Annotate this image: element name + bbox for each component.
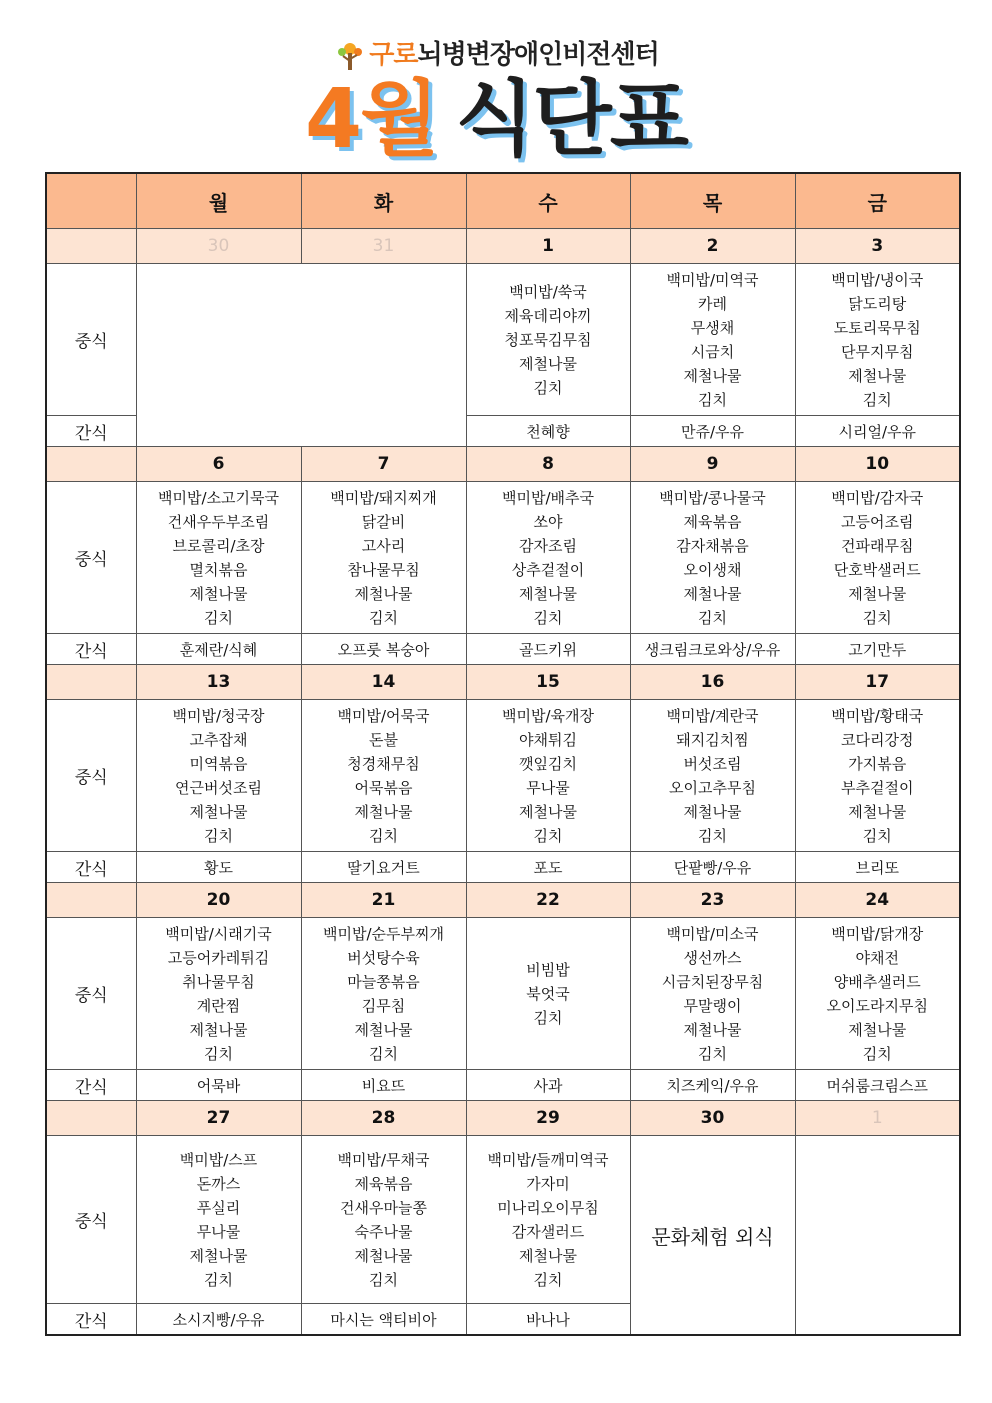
menu-item: 청포묵김무침 [504,330,592,349]
snack-cell: 오프룻 복숭아 [301,634,466,665]
menu-item: 백미밥/들깨미역국 [487,1150,609,1169]
menu-item: 제철나물 [519,354,577,373]
date-cell: 22 [466,883,630,918]
menu-item: 제철나물 [519,1246,577,1265]
menu-item: 무나물 [196,1222,241,1241]
menu-item: 생선까스 [683,948,742,967]
menu-item: 김치 [204,826,233,845]
snack-cell: 바나나 [466,1304,630,1336]
menu-item: 숙주나물 [354,1222,413,1241]
menu-item: 건새우마늘쫑 [340,1198,427,1217]
menu-item: 김치 [369,1270,398,1289]
date-cell: 2 [630,229,795,264]
date-cell: 23 [630,883,795,918]
menu-item: 백미밥/미역국 [666,270,759,289]
menu-item: 제철나물 [189,1020,248,1039]
date-cell: 9 [630,447,795,482]
menu-item: 닭갈비 [361,512,406,531]
menu-item: 김치 [862,390,892,409]
date-cell: 15 [466,665,630,700]
date-cell: 6 [136,447,301,482]
menu-item: 닭도리탕 [848,294,907,313]
menu-item: 김치 [204,1044,233,1063]
lunch-cell [630,264,795,416]
menu-item: 제철나물 [683,366,742,385]
lunch-row [46,700,960,852]
menu-item: 김치 [862,608,892,627]
menu-item: 김치 [862,826,892,845]
menu-item: 돼지김치찜 [676,730,749,749]
lunch-row [46,1136,960,1304]
weekday-tue: 화 [301,173,466,229]
lunch-cell [136,482,301,634]
lunch-cell [466,918,630,1070]
menu-item: 제철나물 [519,802,577,821]
menu-item: 백미밥/냉이국 [831,270,924,289]
menu-item: 김치 [369,1044,398,1063]
menu-item: 제철나물 [519,584,577,603]
lunch-cell [136,918,301,1070]
menu-item: 김치 [533,378,563,397]
date-cell: 1 [466,229,630,264]
menu-item: 감자샐러드 [511,1222,585,1241]
organization-name-prefix: 구로 [369,40,418,70]
title-word: 식단표 [455,72,687,167]
lunch-cell [466,264,630,416]
snack-cell: 딸기요거트 [301,852,466,883]
menu-item: 김무침 [361,996,406,1015]
lunch-cell [630,700,795,852]
snack-label: 간식 [46,1070,136,1101]
lunch-cell [466,482,630,634]
menu-item: 제철나물 [189,802,248,821]
menu-item: 어묵볶음 [354,778,413,797]
lunch-cell [630,918,795,1070]
menu-item: 김치 [204,608,233,627]
lunch-row [46,482,960,634]
menu-item: 제철나물 [848,366,907,385]
lunch-cell [466,1136,630,1304]
menu-item: 무말랭이 [683,996,742,1015]
snack-cell: 사과 [466,1070,630,1101]
snack-cell: 어묵바 [136,1070,301,1101]
menu-item: 제철나물 [354,1020,413,1039]
menu-item: 김치 [204,1270,233,1289]
date-cell: 3 [795,229,960,264]
menu-item: 백미밥/육개장 [502,706,594,725]
menu-item: 김치 [533,1270,563,1289]
lunch-cell [136,1136,301,1304]
corner-cell [46,173,136,229]
date-cell: 8 [466,447,630,482]
snack-cell: 황도 [136,852,301,883]
menu-item: 제철나물 [354,584,413,603]
menu-item: 야채튀김 [519,730,577,749]
menu-item: 김치 [533,826,563,845]
menu-item: 돈까스 [196,1174,241,1193]
menu-item: 단호박샐러드 [833,560,921,579]
menu-item: 단무지무침 [841,342,914,361]
date-row-label [46,665,136,700]
date-cell: 17 [795,665,960,700]
tree-logo-icon [333,39,367,73]
snack-cell: 포도 [466,852,630,883]
date-cell: 20 [136,883,301,918]
menu-item: 오이생채 [683,560,742,579]
menu-item: 건새우두부조림 [167,512,270,531]
menu-item: 돈불 [369,730,398,749]
menu-item: 마늘쫑볶음 [347,972,420,991]
menu-item: 감자조림 [519,536,577,555]
menu-item: 김치 [698,608,727,627]
snack-cell: 머쉬룸크림스프 [795,1070,960,1101]
lunch-cell [301,918,466,1070]
snack-cell: 시리얼/우유 [795,416,960,447]
menu-item: 제철나물 [354,802,413,821]
menu-item: 버섯탕수육 [347,948,420,967]
weekday-fri: 금 [795,173,960,229]
menu-item: 오이고추무침 [669,778,756,797]
menu-item: 김치 [533,608,563,627]
menu-item: 백미밥/순두부찌개 [323,924,444,943]
lunch-label: 중식 [46,1136,136,1304]
snack-cell: 천혜향 [466,416,630,447]
menu-item: 참나물무침 [347,560,420,579]
menu-item: 버섯조림 [683,754,742,773]
menu-item: 미역볶음 [189,754,248,773]
snack-cell: 단팥빵/우유 [630,852,795,883]
lunch-cell [466,700,630,852]
menu-item: 백미밥/소고기묵국 [158,488,279,507]
lunch-label: 중식 [46,918,136,1070]
date-cell: 14 [301,665,466,700]
weekday-wed: 수 [466,173,630,229]
lunch-label: 중식 [46,482,136,634]
date-row [46,883,960,918]
date-cell: 24 [795,883,960,918]
date-cell: 10 [795,447,960,482]
menu-item: 깻잎김치 [519,754,577,773]
menu-item: 제육볶음 [683,512,742,531]
snack-cell: 골드키위 [466,634,630,665]
lunch-label: 중식 [46,264,136,416]
menu-item: 백미밥/돼지찌개 [330,488,437,507]
menu-item: 무나물 [526,778,570,797]
lunch-cell [630,482,795,634]
menu-item: 백미밥/배추국 [502,488,594,507]
snack-cell: 고기만두 [795,634,960,665]
menu-item: 백미밥/쑥국 [509,282,587,301]
lunch-cell [795,264,960,416]
lunch-cell [795,918,960,1070]
menu-item: 백미밥/닭개장 [831,924,924,943]
menu-item: 무생채 [690,318,735,337]
organization-name-rest: 뇌병변장애인비전센터 [417,40,659,70]
menu-item: 고등어카레튀김 [167,948,270,967]
menu-item: 제철나물 [848,584,907,603]
menu-item: 백미밥/어묵국 [337,706,430,725]
menu-item: 고추잡채 [189,730,248,749]
date-row-label [46,447,136,482]
menu-item: 상추겉절이 [511,560,585,579]
menu-item: 건파래무침 [841,536,914,555]
lunch-cell [301,482,466,634]
menu-item: 김치 [369,826,398,845]
date-row-label [46,1101,136,1136]
weekday-header-row [46,173,960,229]
snack-row [46,1070,960,1101]
special-event-cell: 문화체험 외식 [630,1136,795,1336]
date-row [46,665,960,700]
date-row-label [46,883,136,918]
menu-item: 제육볶음 [354,1174,413,1193]
menu-item: 백미밥/무채국 [337,1150,430,1169]
date-cell: 27 [136,1101,301,1136]
date-row [46,1101,960,1136]
snack-cell: 생크림크로와상/우유 [630,634,795,665]
meal-table [45,172,961,1336]
menu-item: 백미밥/스프 [179,1150,258,1169]
menu-item: 연근버섯조림 [175,778,262,797]
page-title [0,72,992,168]
snack-cell: 훈제란/식혜 [136,634,301,665]
date-row [46,447,960,482]
menu-item: 제육데리야끼 [504,306,592,325]
lunch-cell [795,700,960,852]
menu-item: 고사리 [361,536,406,555]
menu-item: 코다리강정 [841,730,914,749]
weekday-thu: 목 [630,173,795,229]
menu-item: 백미밥/시래기국 [165,924,272,943]
menu-item: 멸치볶음 [189,560,248,579]
menu-item: 가자미 [526,1174,570,1193]
empty-cell [136,264,466,447]
menu-item: 백미밥/황태국 [831,706,924,725]
lunch-cell [301,700,466,852]
snack-cell: 비요뜨 [301,1070,466,1101]
menu-item: 백미밥/청국장 [172,706,265,725]
menu-item: 제철나물 [683,802,742,821]
menu-item: 김치 [862,1044,892,1063]
date-cell: 1 [795,1101,960,1136]
date-cell: 28 [301,1101,466,1136]
snack-label: 간식 [46,416,136,447]
organization-name [0,34,992,73]
snack-cell: 치즈케익/우유 [630,1070,795,1101]
date-cell: 16 [630,665,795,700]
menu-item: 오이도라지무침 [826,996,928,1015]
menu-item: 제철나물 [848,1020,907,1039]
menu-item: 시금치 [690,342,735,361]
weekday-mon: 월 [136,173,301,229]
snack-label: 간식 [46,852,136,883]
date-cell: 30 [630,1101,795,1136]
menu-item: 부추겉절이 [841,778,914,797]
lunch-row [46,264,960,416]
menu-item: 김치 [698,1044,727,1063]
menu-item: 제철나물 [189,1246,248,1265]
date-cell: 29 [466,1101,630,1136]
menu-item: 비빔밥 [526,960,570,979]
menu-item: 미나리오이무침 [497,1198,599,1217]
date-cell: 31 [301,229,466,264]
menu-item: 김치 [533,1008,563,1027]
menu-item: 김치 [698,826,727,845]
date-cell: 13 [136,665,301,700]
menu-item: 백미밥/미소국 [666,924,759,943]
lunch-cell [301,1136,466,1304]
snack-label: 간식 [46,634,136,665]
menu-item: 브로콜리/초장 [172,536,265,555]
date-cell: 7 [301,447,466,482]
page-header [0,0,992,172]
snack-cell: 마시는 액티비아 [301,1304,466,1336]
menu-item: 카레 [698,294,727,313]
menu-item: 청경채무침 [347,754,420,773]
snack-row [46,852,960,883]
menu-item: 김치 [369,608,398,627]
menu-item: 계란찜 [196,996,241,1015]
empty-cell [795,1136,960,1336]
menu-item: 제철나물 [189,584,248,603]
menu-item: 야채전 [855,948,899,967]
title-month: 4월 [305,72,438,167]
snack-cell: 브리또 [795,852,960,883]
menu-item: 고등어조림 [841,512,914,531]
menu-item: 제철나물 [683,1020,742,1039]
menu-item: 쏘야 [533,512,563,531]
snack-label: 간식 [46,1304,136,1336]
menu-item: 푸실리 [196,1198,241,1217]
date-cell: 30 [136,229,301,264]
menu-item: 제철나물 [354,1246,413,1265]
menu-item: 백미밥/계란국 [666,706,759,725]
menu-item: 가지볶음 [848,754,907,773]
menu-item: 도토리묵무침 [833,318,921,337]
date-row-label [46,229,136,264]
lunch-cell [136,700,301,852]
menu-item: 백미밥/감자국 [831,488,924,507]
menu-item: 시금치된장무침 [661,972,764,991]
snack-row [46,634,960,665]
menu-item: 양배추샐러드 [833,972,921,991]
menu-item: 감자채볶음 [676,536,749,555]
snack-cell: 만쥬/우유 [630,416,795,447]
menu-item: 김치 [698,390,727,409]
lunch-cell [795,482,960,634]
menu-item: 백미밥/콩나물국 [659,488,766,507]
lunch-label: 중식 [46,700,136,852]
lunch-row [46,918,960,1070]
menu-item: 제철나물 [848,802,907,821]
date-row [46,229,960,264]
menu-item: 제철나물 [683,584,742,603]
menu-item: 취나물무침 [182,972,255,991]
menu-item: 북엇국 [526,984,570,1003]
date-cell: 21 [301,883,466,918]
snack-cell: 소시지빵/우유 [136,1304,301,1336]
